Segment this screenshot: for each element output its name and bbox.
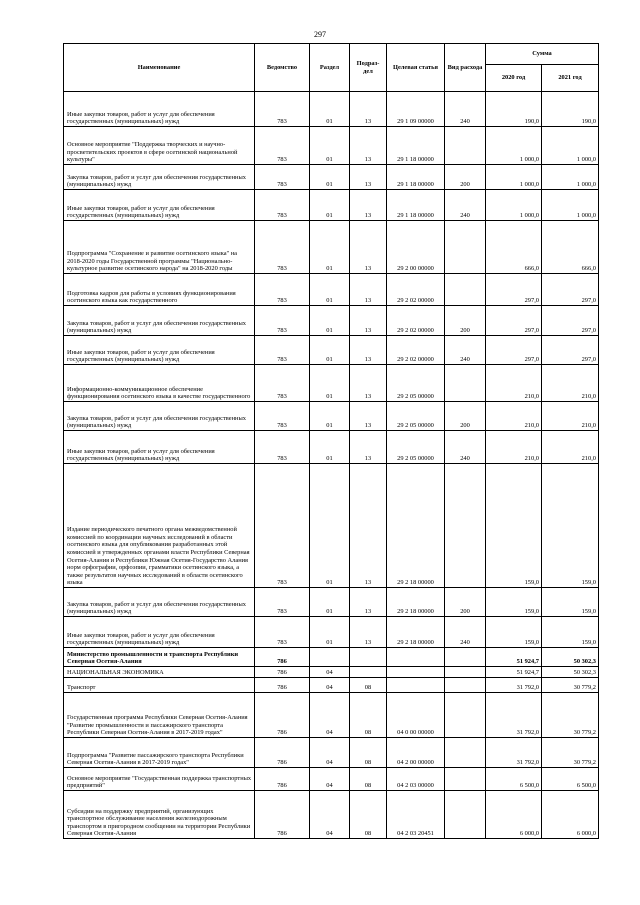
cell-y2: 30 779,2 bbox=[542, 693, 599, 738]
cell-target: 29 2 05 00000 bbox=[387, 431, 445, 464]
cell-sec: 01 bbox=[310, 336, 350, 365]
table-row bbox=[64, 738, 599, 768]
cell-dept: 783 bbox=[255, 431, 310, 464]
cell-name: Информационно-коммуникационное обеспечение функционирования осетинского языка в качестве государственного bbox=[64, 365, 255, 402]
cell-y2: 297,0 bbox=[542, 306, 599, 336]
cell-dept: 786 bbox=[255, 667, 310, 678]
cell-name: Закупка товаров, работ и услуг для обеспечения государственных (муниципальных) нужд bbox=[64, 165, 255, 190]
cell-sub: 13 bbox=[350, 464, 387, 588]
cell-target: 29 2 02 00000 bbox=[387, 306, 445, 336]
cell-target bbox=[387, 667, 445, 678]
cell-y1: 210,0 bbox=[486, 365, 542, 402]
table-row bbox=[64, 92, 599, 127]
cell-y1: 210,0 bbox=[486, 402, 542, 431]
header-sum: Сумма bbox=[486, 44, 599, 65]
cell-sec: 01 bbox=[310, 464, 350, 588]
cell-vr: 200 bbox=[445, 306, 486, 336]
cell-sec: 04 bbox=[310, 693, 350, 738]
cell-target bbox=[387, 678, 445, 693]
cell-dept: 786 bbox=[255, 791, 310, 839]
cell-y1: 1 000,0 bbox=[486, 127, 542, 165]
cell-vr bbox=[445, 365, 486, 402]
cell-vr bbox=[445, 738, 486, 768]
cell-sec: 04 bbox=[310, 738, 350, 768]
cell-target: 04 0 00 00000 bbox=[387, 693, 445, 738]
table-row bbox=[64, 274, 599, 306]
cell-vr bbox=[445, 221, 486, 274]
cell-sub: 08 bbox=[350, 678, 387, 693]
cell-vr: 200 bbox=[445, 402, 486, 431]
cell-name: Закупка товаров, работ и услуг для обеспечения государственных (муниципальных) нужд bbox=[64, 306, 255, 336]
table-row bbox=[64, 791, 599, 839]
cell-y2: 159,0 bbox=[542, 617, 599, 648]
cell-target: 29 2 18 00000 bbox=[387, 617, 445, 648]
cell-sub: 08 bbox=[350, 738, 387, 768]
cell-name: Государственная программа Республики Северная Осетия-Алания "Развитие промышленности и пассажирского транспорта Республики Северная Осетия-Алания в 2017-2019 годах" bbox=[64, 693, 255, 738]
cell-target: 29 1 18 00000 bbox=[387, 127, 445, 165]
cell-name: Подпрограмма "Сохранение и развитие осетинского языка" на 2018-2020 годы Государственной программы "Национально-культурное развитие осетинского народа" на 2018-2020 годы bbox=[64, 221, 255, 274]
table-row bbox=[64, 648, 599, 667]
cell-y1: 51 924,7 bbox=[486, 667, 542, 678]
cell-target: 29 1 18 00000 bbox=[387, 190, 445, 221]
cell-sub bbox=[350, 648, 387, 667]
cell-target: 29 2 05 00000 bbox=[387, 365, 445, 402]
cell-target: 29 2 00 00000 bbox=[387, 221, 445, 274]
cell-sub: 13 bbox=[350, 431, 387, 464]
cell-y1: 31 792,0 bbox=[486, 738, 542, 768]
header-name: Наименование bbox=[64, 44, 255, 92]
cell-name: Иные закупки товаров, работ и услуг для обеспечения государственных (муниципальных) нужд bbox=[64, 190, 255, 221]
cell-name: Иные закупки товаров, работ и услуг для обеспечения государственных (муниципальных) нужд bbox=[64, 431, 255, 464]
cell-sub: 13 bbox=[350, 306, 387, 336]
table-row bbox=[64, 365, 599, 402]
cell-y1: 297,0 bbox=[486, 306, 542, 336]
cell-sub: 13 bbox=[350, 336, 387, 365]
cell-sub: 13 bbox=[350, 588, 387, 617]
cell-target: 29 2 02 00000 bbox=[387, 336, 445, 365]
table-row bbox=[64, 588, 599, 617]
cell-name: Субсидии на поддержку предприятий, организующих транспортное обслуживание населения железнодорожным транспортом в пригородном сообщении на территории Республики Северная Осетия-Алания bbox=[64, 791, 255, 839]
cell-target: 29 2 18 00000 bbox=[387, 464, 445, 588]
cell-vr bbox=[445, 648, 486, 667]
cell-dept: 786 bbox=[255, 648, 310, 667]
cell-vr bbox=[445, 667, 486, 678]
cell-sub: 13 bbox=[350, 221, 387, 274]
header-dept: Ведомство bbox=[255, 44, 310, 92]
cell-name: Транспорт bbox=[64, 678, 255, 693]
cell-target: 29 2 18 00000 bbox=[387, 588, 445, 617]
cell-name: Подготовка кадров для работы в условиях функционирования осетинского языка как государственного bbox=[64, 274, 255, 306]
cell-sub bbox=[350, 667, 387, 678]
cell-sec: 01 bbox=[310, 306, 350, 336]
cell-y1: 190,0 bbox=[486, 92, 542, 127]
cell-sub: 13 bbox=[350, 365, 387, 402]
cell-y2: 50 302,3 bbox=[542, 667, 599, 678]
cell-y2: 50 302,3 bbox=[542, 648, 599, 667]
cell-y2: 30 779,2 bbox=[542, 738, 599, 768]
cell-y1: 31 792,0 bbox=[486, 693, 542, 738]
cell-sub: 08 bbox=[350, 768, 387, 791]
cell-vr bbox=[445, 678, 486, 693]
table-row bbox=[64, 402, 599, 431]
cell-sub: 13 bbox=[350, 92, 387, 127]
cell-sec bbox=[310, 648, 350, 667]
cell-sub: 13 bbox=[350, 190, 387, 221]
cell-target: 04 2 00 00000 bbox=[387, 738, 445, 768]
cell-dept: 786 bbox=[255, 693, 310, 738]
cell-sec: 01 bbox=[310, 402, 350, 431]
cell-dept: 783 bbox=[255, 617, 310, 648]
cell-sub: 08 bbox=[350, 791, 387, 839]
cell-dept: 783 bbox=[255, 365, 310, 402]
cell-sub: 13 bbox=[350, 165, 387, 190]
cell-name: Закупка товаров, работ и услуг для обеспечения государственных (муниципальных) нужд bbox=[64, 402, 255, 431]
cell-vr: 240 bbox=[445, 336, 486, 365]
cell-sec: 04 bbox=[310, 667, 350, 678]
cell-y1: 51 924,7 bbox=[486, 648, 542, 667]
cell-y2: 30 779,2 bbox=[542, 678, 599, 693]
table-row bbox=[64, 221, 599, 274]
cell-dept: 783 bbox=[255, 92, 310, 127]
cell-target: 29 1 09 00000 bbox=[387, 92, 445, 127]
cell-y1: 31 792,0 bbox=[486, 678, 542, 693]
cell-dept: 783 bbox=[255, 127, 310, 165]
table-row bbox=[64, 768, 599, 791]
header-exp-type: Вид расхода bbox=[445, 44, 486, 92]
cell-vr: 200 bbox=[445, 165, 486, 190]
cell-sub: 13 bbox=[350, 127, 387, 165]
cell-y1: 210,0 bbox=[486, 431, 542, 464]
cell-vr bbox=[445, 768, 486, 791]
cell-name: Министерство промышленности и транспорта Республики Северная Осетия-Алания bbox=[64, 648, 255, 667]
cell-sec: 04 bbox=[310, 678, 350, 693]
cell-vr bbox=[445, 127, 486, 165]
cell-sec: 01 bbox=[310, 92, 350, 127]
cell-target: 04 2 03 00000 bbox=[387, 768, 445, 791]
cell-sec: 01 bbox=[310, 431, 350, 464]
header-year-2020: 2020 год bbox=[486, 65, 542, 92]
table-row bbox=[64, 431, 599, 464]
cell-name: Подпрограмма "Развитие пассажирского транспорта Республики Северная Осетия-Алания в 2017-2019 годах" bbox=[64, 738, 255, 768]
table-row bbox=[64, 464, 599, 588]
cell-y1: 1 000,0 bbox=[486, 190, 542, 221]
cell-vr bbox=[445, 464, 486, 588]
cell-sec: 01 bbox=[310, 165, 350, 190]
cell-y2: 1 000,0 bbox=[542, 190, 599, 221]
cell-vr: 240 bbox=[445, 617, 486, 648]
cell-sec: 01 bbox=[310, 588, 350, 617]
cell-y2: 159,0 bbox=[542, 588, 599, 617]
cell-y2: 210,0 bbox=[542, 402, 599, 431]
cell-dept: 786 bbox=[255, 738, 310, 768]
header-target: Целевая статья bbox=[387, 44, 445, 92]
cell-dept: 783 bbox=[255, 336, 310, 365]
header-section: Раздел bbox=[310, 44, 350, 92]
cell-name: Основное мероприятие "Поддержка творческих и научно-просветительских проектов в сфере осетинской национальной культуры" bbox=[64, 127, 255, 165]
cell-vr bbox=[445, 274, 486, 306]
cell-y1: 297,0 bbox=[486, 274, 542, 306]
cell-sec: 01 bbox=[310, 617, 350, 648]
cell-dept: 786 bbox=[255, 768, 310, 791]
cell-dept: 783 bbox=[255, 588, 310, 617]
cell-y2: 6 000,0 bbox=[542, 791, 599, 839]
table-row bbox=[64, 127, 599, 165]
cell-y1: 666,0 bbox=[486, 221, 542, 274]
cell-name: Издание периодического печатного органа межведомственной комиссией по координации научных исследований в области осетинского языка для опубликования разработанных этой комиссией и утвержденных органами власти Республики Северная Осетия-Алания и Республики Южная Осетия-Государство Алания норм орфографии, орфоэпии, грамматики осетинского языка, а также результатов научных исследований в области осетинского языка bbox=[64, 464, 255, 588]
cell-y1: 297,0 bbox=[486, 336, 542, 365]
cell-sec: 04 bbox=[310, 791, 350, 839]
table-row bbox=[64, 678, 599, 693]
cell-vr bbox=[445, 791, 486, 839]
cell-y2: 6 500,0 bbox=[542, 768, 599, 791]
cell-y2: 159,0 bbox=[542, 464, 599, 588]
cell-sub: 08 bbox=[350, 693, 387, 738]
cell-name: Основное мероприятие "Государственная поддержка транспортных предприятий" bbox=[64, 768, 255, 791]
cell-dept: 783 bbox=[255, 402, 310, 431]
cell-dept: 783 bbox=[255, 274, 310, 306]
cell-y2: 210,0 bbox=[542, 365, 599, 402]
cell-y1: 6 500,0 bbox=[486, 768, 542, 791]
cell-vr: 200 bbox=[445, 588, 486, 617]
cell-target: 29 2 02 00000 bbox=[387, 274, 445, 306]
cell-dept: 783 bbox=[255, 464, 310, 588]
cell-name: Иные закупки товаров, работ и услуг для обеспечения государственных (муниципальных) нужд bbox=[64, 336, 255, 365]
cell-name: Иные закупки товаров, работ и услуг для обеспечения государственных (муниципальных) нужд bbox=[64, 92, 255, 127]
cell-sec: 01 bbox=[310, 190, 350, 221]
table-row bbox=[64, 306, 599, 336]
cell-y1: 6 000,0 bbox=[486, 791, 542, 839]
cell-target: 29 2 05 00000 bbox=[387, 402, 445, 431]
table-row bbox=[64, 617, 599, 648]
cell-y2: 1 000,0 bbox=[542, 127, 599, 165]
cell-vr: 240 bbox=[445, 431, 486, 464]
cell-y2: 297,0 bbox=[542, 336, 599, 365]
cell-dept: 783 bbox=[255, 190, 310, 221]
table-row bbox=[64, 693, 599, 738]
cell-target bbox=[387, 648, 445, 667]
table-row bbox=[64, 190, 599, 221]
cell-sec: 01 bbox=[310, 274, 350, 306]
cell-y2: 666,0 bbox=[542, 221, 599, 274]
header-year-2021: 2021 год bbox=[542, 65, 599, 92]
cell-y2: 210,0 bbox=[542, 431, 599, 464]
cell-sub: 13 bbox=[350, 617, 387, 648]
budget-table bbox=[63, 43, 599, 839]
cell-target: 04 2 03 20451 bbox=[387, 791, 445, 839]
table-row bbox=[64, 336, 599, 365]
cell-sec: 01 bbox=[310, 221, 350, 274]
cell-y1: 1 000,0 bbox=[486, 165, 542, 190]
cell-dept: 783 bbox=[255, 165, 310, 190]
cell-y2: 297,0 bbox=[542, 274, 599, 306]
cell-y2: 190,0 bbox=[542, 92, 599, 127]
table-row bbox=[64, 165, 599, 190]
cell-vr: 240 bbox=[445, 92, 486, 127]
cell-name: Иные закупки товаров, работ и услуг для обеспечения государственных (муниципальных) нужд bbox=[64, 617, 255, 648]
cell-sec: 01 bbox=[310, 365, 350, 402]
cell-y1: 159,0 bbox=[486, 588, 542, 617]
cell-dept: 786 bbox=[255, 678, 310, 693]
cell-y1: 159,0 bbox=[486, 617, 542, 648]
table-row bbox=[64, 667, 599, 678]
cell-sec: 01 bbox=[310, 127, 350, 165]
cell-dept: 783 bbox=[255, 306, 310, 336]
cell-sub: 13 bbox=[350, 402, 387, 431]
cell-target: 29 1 18 00000 bbox=[387, 165, 445, 190]
header-subsection: Подраз- дел bbox=[350, 44, 387, 92]
cell-name: Закупка товаров, работ и услуг для обеспечения государственных (муниципальных) нужд bbox=[64, 588, 255, 617]
cell-vr: 240 bbox=[445, 190, 486, 221]
cell-sub: 13 bbox=[350, 274, 387, 306]
cell-dept: 783 bbox=[255, 221, 310, 274]
table-body bbox=[64, 92, 599, 839]
cell-y1: 159,0 bbox=[486, 464, 542, 588]
cell-name: НАЦИОНАЛЬНАЯ ЭКОНОМИКА bbox=[64, 667, 255, 678]
cell-vr bbox=[445, 693, 486, 738]
page-number: 297 bbox=[314, 30, 326, 39]
cell-sec: 04 bbox=[310, 768, 350, 791]
cell-y2: 1 000,0 bbox=[542, 165, 599, 190]
